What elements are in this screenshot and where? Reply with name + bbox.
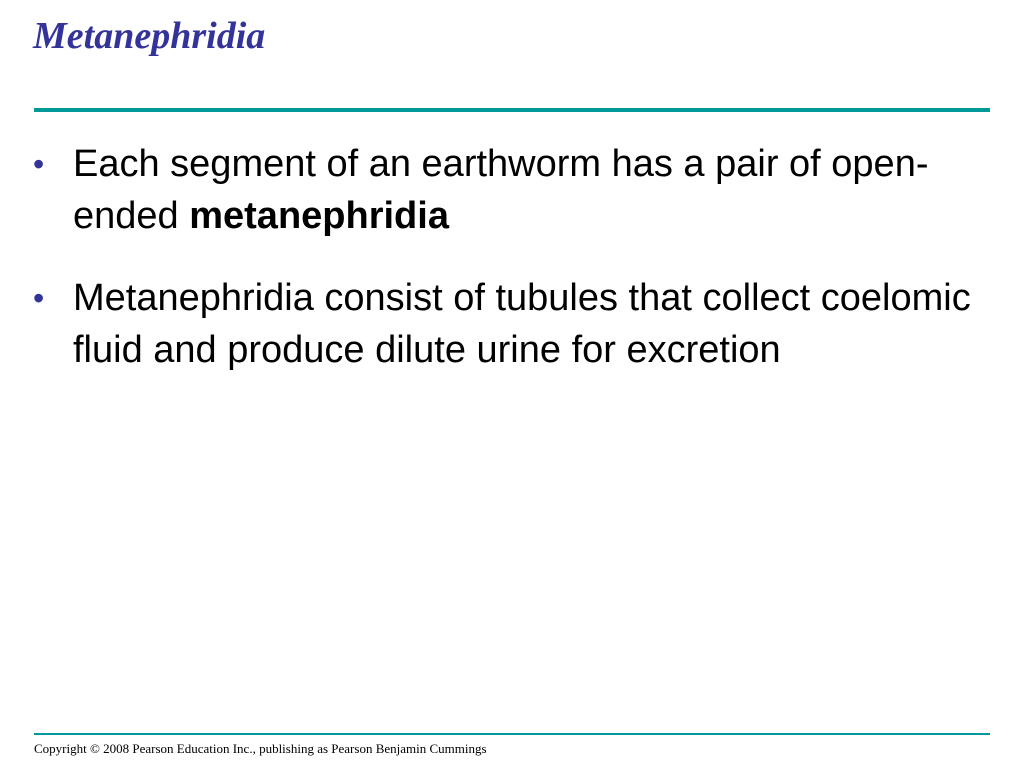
bullet-list	[33, 138, 973, 406]
title-divider	[34, 108, 990, 112]
copyright-footer: Copyright © 2008 Pearson Education Inc., publishing as Pearson Benjamin Cummings	[34, 741, 487, 756]
bullet-bold-term: metanephridia	[189, 195, 449, 237]
bullet-icon: •	[33, 280, 45, 316]
bullet-icon: •	[33, 146, 45, 182]
bullet-item-1	[33, 138, 973, 242]
footer-divider	[34, 733, 990, 735]
bullet-text: Metanephridia consist of tubules that collect coelomic fluid and produce dilute urine for excretion	[73, 277, 971, 371]
bullet-item-2	[33, 272, 973, 376]
slide-title: Metanephridia	[33, 15, 266, 57]
bullet-text: Each segment of an earthworm has a pair of open-ended	[73, 143, 929, 237]
